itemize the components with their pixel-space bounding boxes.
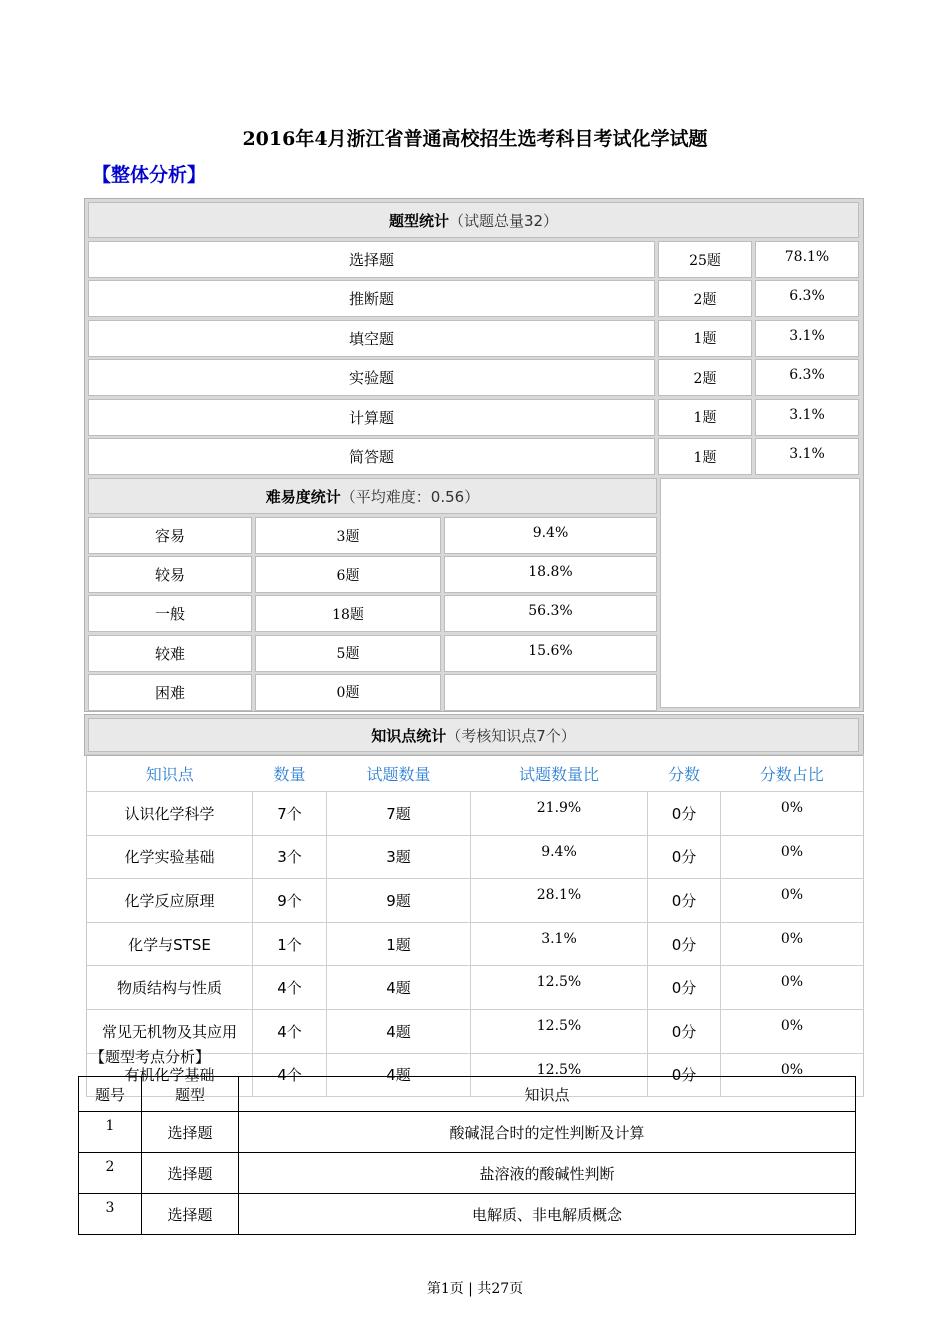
difficulty-count: 5题 — [255, 635, 441, 672]
blank-panel — [660, 478, 860, 708]
table-cell: 9.4% — [471, 835, 648, 879]
type-pct: 6.3% — [755, 280, 859, 317]
type-name: 实验题 — [88, 359, 655, 396]
table-cell: 12.5% — [471, 1053, 648, 1097]
type-name: 计算题 — [88, 399, 655, 436]
table-cell: 0% — [721, 1009, 864, 1053]
stats-frame — [84, 198, 864, 712]
knowledge-stats-sub: （考核知识点7个） — [446, 726, 576, 745]
table-cell: 0% — [721, 792, 864, 836]
type-count: 25题 — [658, 241, 752, 278]
difficulty-count: 18题 — [255, 595, 441, 632]
table-cell: 7题 — [327, 792, 471, 836]
table-cell: 3题 — [327, 835, 471, 879]
col-header: 分数占比 — [721, 755, 864, 792]
table-cell: 3 — [79, 1194, 142, 1235]
col-header: 知识点 — [239, 1077, 856, 1112]
table-cell: 选择题 — [142, 1153, 239, 1194]
table-cell: 电解质、非电解质概念 — [239, 1194, 856, 1235]
difficulty-level: 容易 — [88, 517, 252, 554]
table-cell: 选择题 — [142, 1194, 239, 1235]
table-cell: 0% — [721, 835, 864, 879]
table-cell: 28.1% — [471, 879, 648, 923]
table-cell: 0% — [721, 922, 864, 966]
difficulty-pct: 56.3% — [444, 595, 657, 632]
type-stats-sub: （试题总量32） — [448, 211, 559, 230]
table-cell: 4个 — [253, 966, 327, 1010]
table-cell: 0分 — [648, 1053, 721, 1097]
type-stats-header — [88, 202, 859, 238]
table-row — [87, 879, 864, 923]
page-title: 2016年4月浙江省普通高校招生选考科目考试化学试题 — [242, 128, 708, 150]
difficulty-stats-heading: 难易度统计 — [265, 487, 341, 506]
difficulty-stats-sub: （平均难度：0.56） — [340, 487, 480, 506]
type-count: 2题 — [658, 280, 752, 317]
difficulty-count: 3题 — [255, 517, 441, 554]
table-row — [79, 1153, 856, 1194]
table-cell: 4个 — [253, 1053, 327, 1097]
table-cell: 3.1% — [471, 922, 648, 966]
table-cell: 9题 — [327, 879, 471, 923]
table-cell: 酸碱混合时的定性判断及计算 — [239, 1112, 856, 1153]
table-cell: 9个 — [253, 879, 327, 923]
table-cell: 有机化学基础 — [87, 1053, 253, 1097]
difficulty-level: 困难 — [88, 674, 252, 711]
col-header: 知识点 — [87, 755, 253, 792]
table-cell: 认识化学科学 — [87, 792, 253, 836]
difficulty-level: 较难 — [88, 635, 252, 672]
table-cell: 7个 — [253, 792, 327, 836]
knowledge-table-header — [87, 755, 864, 792]
difficulty-pct: 9.4% — [444, 517, 657, 554]
col-header: 试题数量 — [327, 755, 471, 792]
table-cell: 1 — [79, 1112, 142, 1153]
difficulty-pct: 15.6% — [444, 635, 657, 672]
table-cell: 21.9% — [471, 792, 648, 836]
type-count: 1题 — [658, 438, 752, 475]
difficulty-stats-header — [88, 478, 657, 514]
question-analysis-heading: 【题型考点分析】 — [90, 1048, 211, 1066]
table-cell: 化学实验基础 — [87, 835, 253, 879]
table-row — [79, 1194, 856, 1235]
col-header: 题型 — [142, 1077, 239, 1112]
table-cell: 4个 — [253, 1009, 327, 1053]
type-count: 2题 — [658, 359, 752, 396]
col-header: 试题数量比 — [471, 755, 648, 792]
table-cell: 0分 — [648, 966, 721, 1010]
type-pct: 3.1% — [755, 320, 859, 357]
type-name: 简答题 — [88, 438, 655, 475]
type-pct: 78.1% — [755, 241, 859, 278]
table-cell: 12.5% — [471, 966, 648, 1010]
type-count: 1题 — [658, 399, 752, 436]
table-cell: 0分 — [648, 792, 721, 836]
difficulty-level: 一般 — [88, 595, 252, 632]
table-cell: 0分 — [648, 1009, 721, 1053]
type-name: 推断题 — [88, 280, 655, 317]
table-cell: 化学反应原理 — [87, 879, 253, 923]
page-footer: 第1页 | 共27页 — [426, 1281, 524, 1297]
table-cell: 常见无机物及其应用 — [87, 1009, 253, 1053]
type-pct: 3.1% — [755, 399, 859, 436]
table-row — [87, 922, 864, 966]
table-cell: 选择题 — [142, 1112, 239, 1153]
table-cell: 3个 — [253, 835, 327, 879]
difficulty-count: 6题 — [255, 556, 441, 593]
section-title: 【整体分析】 — [92, 164, 207, 186]
col-header: 题号 — [79, 1077, 142, 1112]
table-cell: 0% — [721, 966, 864, 1010]
difficulty-level: 较易 — [88, 556, 252, 593]
table-cell: 化学与STSE — [87, 922, 253, 966]
type-pct: 6.3% — [755, 359, 859, 396]
table-cell: 1题 — [327, 922, 471, 966]
table-cell: 4题 — [327, 1009, 471, 1053]
knowledge-frame — [84, 714, 864, 756]
table-row — [87, 792, 864, 836]
difficulty-pct — [444, 674, 657, 711]
table-cell: 物质结构与性质 — [87, 966, 253, 1010]
col-header: 数量 — [253, 755, 327, 792]
question-table-header — [79, 1077, 856, 1112]
table-cell: 4题 — [327, 1053, 471, 1097]
table-cell: 0% — [721, 879, 864, 923]
table-cell: 0% — [721, 1053, 864, 1097]
table-cell: 0分 — [648, 835, 721, 879]
table-cell: 0分 — [648, 879, 721, 923]
table-cell: 1个 — [253, 922, 327, 966]
table-cell: 4题 — [327, 966, 471, 1010]
table-cell: 0分 — [648, 922, 721, 966]
table-cell: 盐溶液的酸碱性判断 — [239, 1153, 856, 1194]
col-header: 分数 — [648, 755, 721, 792]
table-cell: 12.5% — [471, 1009, 648, 1053]
difficulty-pct: 18.8% — [444, 556, 657, 593]
type-name: 填空题 — [88, 320, 655, 357]
type-count: 1题 — [658, 320, 752, 357]
table-row — [87, 835, 864, 879]
type-pct: 3.1% — [755, 438, 859, 475]
type-name: 选择题 — [88, 241, 655, 278]
knowledge-stats-header — [88, 718, 859, 752]
type-stats-heading: 题型统计 — [388, 211, 449, 230]
table-row — [87, 966, 864, 1010]
knowledge-stats-heading: 知识点统计 — [371, 726, 447, 745]
table-row — [79, 1112, 856, 1153]
table-cell: 2 — [79, 1153, 142, 1194]
difficulty-count: 0题 — [255, 674, 441, 711]
question-table — [78, 1076, 856, 1235]
